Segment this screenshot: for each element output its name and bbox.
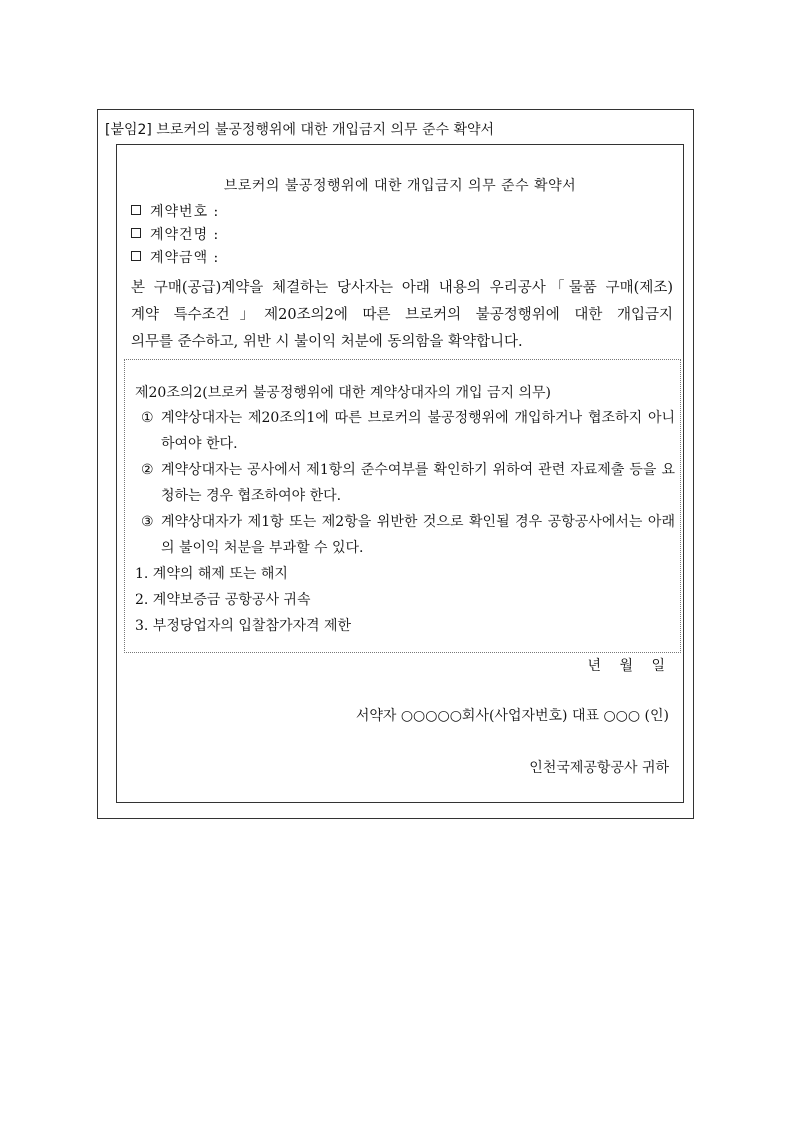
signer-line: 서약자 ○○○○○회사(사업자번호) 대표 ○○○ (인) [355, 708, 669, 724]
clause-item-text: 계약상대자는 제20조의1에 따른 브로커의 불공정행위에 개입하거나 협조하지 아니하여야 한다. [161, 410, 675, 452]
pledge-form [116, 144, 684, 803]
sanction-item: 1. 계약의 해제 또는 해지 [135, 566, 288, 582]
pledge-statement-line: 계약 특수조건」제20조의2에 따른 브로커의 불공정행위에 대한 개입금지 [131, 307, 673, 323]
contract-amount-label: 계약금액 : [150, 250, 220, 266]
pledge-statement [131, 275, 673, 356]
attachment-frame [97, 109, 694, 819]
clause-items [135, 405, 675, 639]
clause-item-text: 계약상대자가 제1항 또는 제2항을 위반한 것으로 확인될 경우 공항공사에서는 아래의 불이익 처분을 부과할 수 있다. [161, 514, 675, 556]
clause-item [135, 457, 675, 509]
addressee: 인천국제공항공사 귀하 [529, 760, 669, 776]
clause-item-text: 계약상대자는 공사에서 제1항의 준수여부를 확인하기 위하여 관련 자료제출 등을 요청하는 경우 협조하여야 한다. [161, 462, 675, 504]
clause-item [135, 509, 675, 561]
checkbox-icon [131, 205, 141, 215]
contract-name-label: 계약건명 : [150, 227, 220, 243]
document-title: 브로커의 불공정행위에 대한 개입금지 의무 준수 확약서 [223, 178, 577, 194]
clause-item [135, 405, 675, 457]
checkbox-icon [131, 251, 141, 261]
clause-box [124, 359, 681, 653]
sanction-item: 3. 부정당업자의 입찰참가자격 제한 [135, 618, 352, 634]
checkbox-icon [131, 228, 141, 238]
clause-item-number: ① [141, 410, 154, 426]
pledge-statement-line: 본 구매(공급)계약을 체결하는 당사자는 아래 내용의 우리공사「물품 구매(제조) [131, 280, 673, 296]
date-line: 년 월 일 [587, 658, 665, 674]
clause-item-number: ③ [141, 514, 154, 530]
contract-fields [131, 201, 219, 270]
clause-item-number: ② [141, 462, 154, 478]
contract-number-label: 계약번호 : [150, 204, 220, 220]
contract-name-row [131, 224, 219, 247]
contract-number-row [131, 201, 219, 224]
pledge-statement-line: 의무를 준수하고, 위반 시 불이익 처분에 동의함을 확약합니다. [131, 334, 523, 350]
sanction-item: 2. 계약보증금 공항공사 귀속 [135, 592, 311, 608]
attachment-title: [붙임2] 브로커의 불공정행위에 대한 개입금지 의무 준수 확약서 [105, 122, 495, 138]
contract-amount-row [131, 247, 219, 270]
clause-heading: 제20조의2(브로커 불공정행위에 대한 계약상대자의 개입 금지 의무) [135, 385, 551, 401]
